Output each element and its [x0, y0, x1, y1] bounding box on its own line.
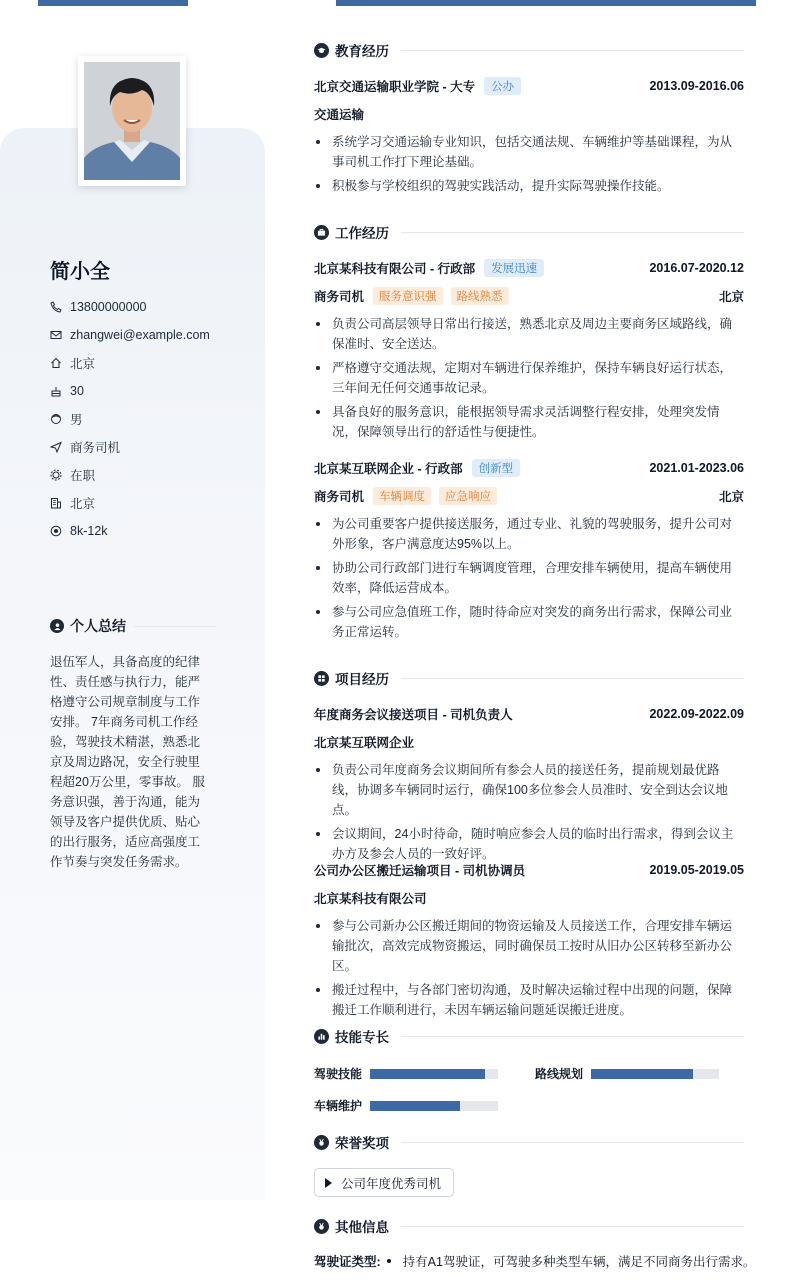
info-email — [50, 321, 250, 349]
skill-bar-fill — [370, 1101, 460, 1111]
list-item: 具备良好的服务意识，能根据领导需求灵活调整行程安排，处理突发情况，保障领导出行的舒适性与便捷性。 — [314, 402, 744, 442]
job-1-tag: 发展迅速 — [484, 259, 544, 277]
project-2-org-row — [314, 888, 744, 908]
job-2-company-row — [314, 458, 744, 478]
age-text: 30 — [70, 384, 84, 398]
skills-divider — [401, 1036, 744, 1037]
other-info-row — [314, 1252, 755, 1270]
summary-text: 退伍军人，具备高度的纪律性、责任感与执行力，能严格遵守公司规章制度与工作安排。 7年商务司机工作经验，驾驶技术精湛，熟悉北京及周边路况，安全行驶里程超20万公里，零事故。 服务意识强，善于沟通，能为领导及客户提供优质、贴心的出行服务，适应高强度工作节奏与突发任务需求。 — [50, 655, 205, 869]
project-2-row — [314, 860, 744, 880]
job-1-bullets — [314, 314, 744, 446]
list-item: 系统学习交通运输专业知识，包括交通法规、车辆维护等基础课程，为从事司机工作打下理论基础。 — [314, 132, 744, 172]
skills-section-header — [314, 1026, 744, 1046]
job-1-role-row — [314, 286, 744, 306]
medal-icon — [314, 1219, 329, 1234]
job-2-role-row — [314, 486, 744, 506]
project-1-period: 2022.09-2022.09 — [649, 707, 744, 721]
email-text: zhangwei@example.com — [70, 328, 210, 342]
play-icon — [325, 1178, 332, 1188]
skills-title: 技能专长 — [335, 1030, 389, 1045]
job-1-company: 北京某科技有限公司 - 行政部 — [314, 262, 476, 276]
building-icon — [50, 497, 62, 509]
list-item: 积极参与学校组织的驾驶实践活动，提升实际驾驶操作技能。 — [314, 176, 744, 196]
phone-icon — [50, 301, 62, 313]
award-text: 公司年度优秀司机 — [341, 1176, 442, 1191]
project-1-org: 北京某互联网企业 — [314, 736, 415, 750]
summary-section-header — [50, 616, 216, 636]
school-tag: 公办 — [484, 77, 521, 95]
job-1-company-row — [314, 258, 744, 278]
job-2-company: 北京某互联网企业 - 行政部 — [314, 462, 463, 476]
projects-divider — [401, 678, 744, 679]
job-1-period: 2016.07-2020.12 — [649, 261, 744, 275]
skill-bar — [370, 1101, 498, 1111]
info-target-city — [50, 489, 250, 517]
job-2-tag: 创新型 — [472, 459, 521, 477]
list-item: 负责公司年度商务会议期间所有参会人员的接送任务，提前规划最优路线，协调多车辆同时运行，确保100多位参会人员准时、安全到达会议地点。 — [314, 760, 744, 820]
education-period: 2013.09-2016.06 — [649, 79, 744, 93]
job-2-skill-tag: 车辆调度 — [373, 487, 431, 505]
job-1-city: 北京 — [718, 290, 744, 304]
list-item: 参与公司应急值班工作，随时待命应对突发的商务出行需求，保障公司业务正常运转。 — [314, 602, 744, 642]
project-2-org: 北京某科技有限公司 — [314, 892, 427, 906]
list-item: 会议期间，24小时待命，随时响应参会人员的临时出行需求，得到会议主办方及参会人员的一致好评。 — [314, 824, 744, 864]
work-section-header — [314, 222, 744, 242]
project-2-name: 公司办公区搬迁运输项目 - 司机协调员 — [314, 864, 526, 878]
school-name: 北京交通运输职业学院 - 大专 — [314, 80, 476, 94]
project-1-org-row — [314, 732, 744, 752]
project-1-row — [314, 704, 744, 724]
contact-info-list — [50, 293, 250, 545]
list-item: 搬迁过程中，与各部门密切沟通，及时解决运输过程中出现的问题，保障搬迁工作顺利进行，未因车辆运输问题延误搬迁进度。 — [314, 980, 744, 1020]
list-item: 负责公司高层领导日常出行接送，熟悉北京及周边主要商务区域路线，确保准时、安全送达。 — [314, 314, 744, 354]
gender-icon — [50, 413, 62, 425]
awards-divider — [401, 1142, 744, 1143]
job-2-role: 商务司机 — [314, 490, 365, 504]
summary-divider — [134, 626, 216, 627]
other-section-header — [314, 1216, 744, 1236]
skill-name: 车辆维护 — [314, 1099, 363, 1113]
project-2-period: 2019.05-2019.05 — [649, 863, 744, 877]
license-label: 驾驶证类型: — [314, 1255, 381, 1269]
license-value: 持有A1驾驶证，可驾驶多种类型车辆，满足不同商务出行需求。 — [402, 1255, 756, 1269]
list-item: 协助公司行政部门进行车辆调度管理，合理安排车辆使用，提高车辆使用效率，降低运营成本。 — [314, 558, 744, 598]
target-city-text: 北京 — [70, 497, 96, 511]
other-divider — [401, 1226, 744, 1227]
info-age — [50, 377, 250, 405]
info-job-title — [50, 433, 250, 461]
info-status — [50, 461, 250, 489]
candidate-name: 简小全 — [50, 261, 110, 283]
work-title: 工作经历 — [335, 226, 389, 241]
work-divider — [401, 232, 744, 233]
user-icon — [50, 619, 64, 633]
projects-title: 项目经历 — [335, 672, 389, 687]
bullet-dot — [387, 1259, 391, 1263]
home-icon — [50, 357, 62, 369]
education-divider — [401, 50, 744, 51]
top-accent-bar-left — [38, 0, 188, 6]
skill-bar — [370, 1069, 498, 1079]
target-icon — [50, 525, 62, 537]
profile-photo — [78, 56, 186, 186]
education-major-row — [314, 104, 744, 124]
awards-title: 荣誉奖项 — [335, 1136, 389, 1151]
info-phone — [50, 293, 250, 321]
job-2-period: 2021.01-2023.06 — [649, 461, 744, 475]
project-1-name: 年度商务会议接送项目 - 司机负责人 — [314, 708, 513, 722]
skill-bar-fill — [370, 1069, 485, 1079]
skill-bar — [591, 1069, 719, 1079]
list-item: 参与公司新办公区搬迁期间的物资运输及人员接送工作，合理安排车辆运输批次，高效完成物资搬运，同时确保员工按时从旧办公区转移至新办公区。 — [314, 916, 744, 976]
top-accent-bar-right — [336, 0, 756, 6]
awards-section-header — [314, 1132, 744, 1152]
other-title: 其他信息 — [335, 1220, 389, 1235]
education-major: 交通运输 — [314, 108, 365, 122]
skill-name: 路线规划 — [535, 1067, 584, 1081]
skill-bar-fill — [591, 1069, 693, 1079]
job-1-skill-tag: 服务意识强 — [373, 287, 443, 305]
chart-icon — [314, 1029, 329, 1044]
job-title-text: 商务司机 — [70, 441, 121, 455]
grid-icon — [314, 671, 329, 686]
cake-icon — [50, 385, 62, 397]
avatar — [84, 62, 180, 180]
status-text: 在职 — [70, 469, 96, 483]
education-bullets — [314, 132, 744, 200]
mail-icon — [50, 329, 62, 341]
summary-title: 个人总结 — [70, 618, 126, 634]
education-title: 教育经历 — [335, 44, 389, 59]
list-item: 严格遵守交通法规，定期对车辆进行保养维护，保持车辆良好运行状态，三年间无任何交通事故记录。 — [314, 358, 744, 398]
info-salary — [50, 517, 250, 545]
status-icon — [50, 469, 62, 481]
job-2-bullets — [314, 514, 744, 646]
project-1-bullets — [314, 760, 744, 868]
briefcase-icon — [314, 225, 329, 240]
phone-text: 13800000000 — [70, 300, 147, 314]
skill-name: 驾驶技能 — [314, 1067, 363, 1081]
list-item: 为公司重要客户提供接送服务，通过专业、礼貌的驾驶服务，提升公司对外形象，客户满意度达95%以上。 — [314, 514, 744, 554]
education-school-row — [314, 76, 744, 96]
job-1-role: 商务司机 — [314, 290, 365, 304]
info-location — [50, 349, 250, 377]
graduation-cap-icon — [314, 43, 329, 58]
job-2-city: 北京 — [718, 490, 744, 504]
skill-vehicle-maintenance — [314, 1097, 498, 1114]
job-2-skill-tag: 应急响应 — [439, 487, 497, 505]
education-section-header — [314, 40, 744, 60]
location-text: 北京 — [70, 357, 96, 371]
award-chip — [314, 1168, 454, 1197]
medal-icon — [314, 1135, 329, 1150]
gender-text: 男 — [70, 413, 83, 427]
job-1-skill-tag: 路线熟悉 — [451, 287, 509, 305]
skill-driving — [314, 1065, 498, 1082]
info-gender — [50, 405, 250, 433]
salary-text: 8k-12k — [70, 524, 108, 538]
send-icon — [50, 441, 62, 453]
projects-section-header — [314, 668, 744, 688]
project-2-bullets — [314, 916, 744, 1024]
skill-route-planning — [535, 1065, 719, 1082]
